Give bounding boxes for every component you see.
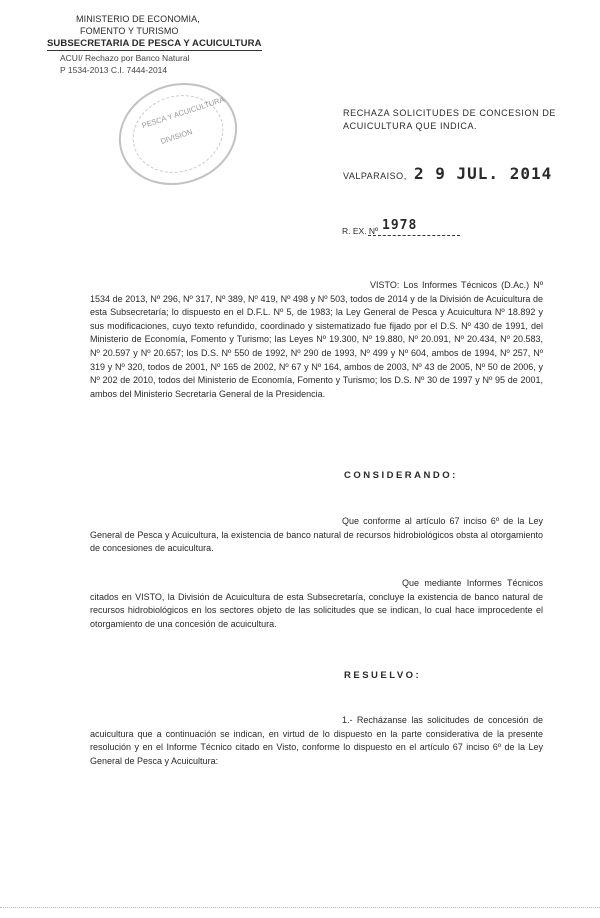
reference-line-1: ACUI/ Rechazo por Banco Natural [60,53,190,63]
ministry-line-1: MINISTERIO DE ECONOMIA, [76,14,200,24]
subsecretaria-title: SUBSECRETARIA DE PESCA Y ACUICULTURA [47,38,262,49]
resolution-number-underline [368,235,460,236]
considerando-paragraph-1: Que conforme al artículo 67 inciso 6º de la Ley General de Pesca y Acuicultura, la existencia de banco natural de recursos hidrobiológicos obsta al otorgamiento de concesiones de acuicultura. [90,516,543,554]
considerando-heading: CONSIDERANDO: [344,470,458,481]
scan-edge-line [0,907,600,908]
resolution-date: 2 9 JUL. 2014 [414,164,553,183]
visto-paragraph: VISTO: Los Informes Técnicos (D.Ac.) Nº 1534 de 2013, Nº 296, Nº 317, Nº 389, Nº 419, Nº 498 y Nº 503, todos de 2014 y de la División de Acuicultura de esta Subsecretaría; lo dispuesto en el D.F.L. Nº 5, de 1983; la Ley General de Pesca y Acuicultura Nº 18.892 y sus modificaciones, cuyo texto refundido, coordinado y sistematizado fue fijado por el D.S. Nº 430 de 1991, del Ministerio de Economía, Fomento y Turismo; las Leyes Nº 19.300, Nº 19.880, Nº 20.091, Nº 20.434, Nº 20.583, Nº 20.597 y Nº 20.657; los D.S. Nº 550 de 1992, Nº 290 de 1993, Nº 499 y Nº 604, ambos de 1994, Nº 257, Nº 319 y Nº 320, todos de 2001, Nº 165 de 2002, Nº 67 y Nº 164, ambos de 2003, Nº 43 de 2005, Nº 50 de 2006, y Nº 202 de 2010, todos del Ministerio de Economía, Fomento y Turismo; los D.S. Nº 30 de 1997 y Nº 95 de 2001, ambos del Ministerio Secretaría General de la Presidencia. [90,280,543,399]
stamp-text-1: PESCA Y ACUICULTURA [140,94,226,131]
stamp-text-2: DIVISION [159,127,194,146]
resuelvo-paragraph-1: 1.- Recházanse las solicitudes de concesión de acuicultura que a continuación se indican, en virtud de lo dispuesto en la parte considerativa de la presente resolución y en el Informe Técnico citado en Visto, conforme lo dispuesto en el artículo 67 inciso 6º de la Ley General de Pesca y Acuicultura: [90,715,543,766]
resolution-number: 1978 [382,218,418,233]
subject-line-2: ACUICULTURA QUE INDICA. [343,121,478,131]
place-label: VALPARAISO, [343,171,407,181]
subject-line-1: RECHAZA SOLICITUDES DE CONCESION DE [343,108,557,118]
resuelvo-heading: RESUELVO: [344,670,422,681]
reference-line-2: P 1534-2013 C.I. 7444-2014 [60,65,168,75]
considerando-paragraph-2: Que mediante Informes Técnicos citados en VISTO, la División de Acuicultura de esta Subsecretaría, concluye la existencia de banco natural de recursos hidrobiológicos en los sectores objeto de las solicitudes que se indican, lo cual hace improcedente el otorgamiento de una concesión de acuicultura. [90,578,543,629]
ministry-line-2: FOMENTO Y TURISMO [80,26,179,36]
resolution-number-label: R. EX. Nº [342,226,379,236]
